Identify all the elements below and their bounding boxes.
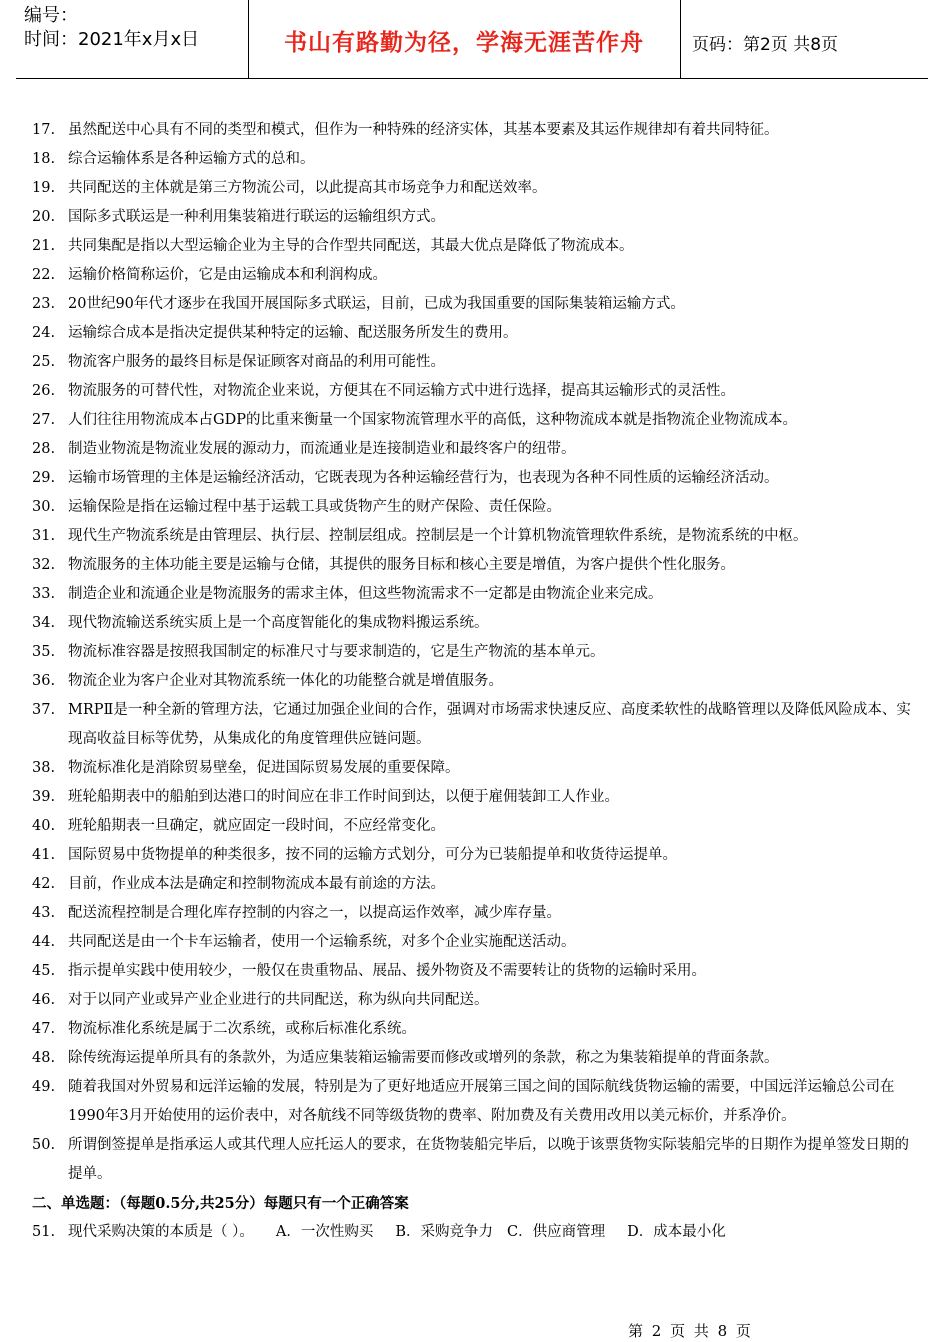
item-text: 综合运输体系是各种运输方式的总和。 <box>68 151 315 167</box>
list-item <box>32 493 922 522</box>
item-text: 运输保险是指在运输过程中基于运载工具或货物产生的财产保险、责任保险。 <box>68 499 561 515</box>
item-text: 物流标准化是消除贸易壁垒，促进国际贸易发展的重要保障。 <box>68 760 460 776</box>
item-text: 现代生产物流系统是由管理层、执行层、控制层组成。控制层是一个计算机物流管理软件系统，是物流系统的中枢。 <box>68 528 808 544</box>
item-number: 36. <box>32 673 56 689</box>
question-51 <box>32 1218 922 1247</box>
item-number: 26. <box>32 383 56 399</box>
item-text: 共同配送是由一个卡车运输者，使用一个运输系统，对多个企业实施配送活动。 <box>68 934 576 950</box>
list-item <box>32 290 922 319</box>
item-number: 31. <box>32 528 56 544</box>
item-number: 49. <box>32 1079 56 1095</box>
item-number: 50. <box>32 1137 56 1153</box>
list-item <box>32 1073 922 1131</box>
list-item <box>32 464 922 493</box>
item-number: 17. <box>32 122 56 138</box>
item-number: 20. <box>32 209 56 225</box>
item-number: 44. <box>32 934 56 950</box>
item-text: 物流标准容器是按照我国制定的标准尺寸与要求制造的，它是生产物流的基本单元。 <box>68 644 605 660</box>
item-text: 物流企业为客户企业对其物流系统一体化的功能整合就是增值服务。 <box>68 673 503 689</box>
item-number: 23. <box>32 296 56 312</box>
item-text: 班轮船期表一旦确定，就应固定一段时间，不应经常变化。 <box>68 818 445 834</box>
item-text: 运输市场管理的主体是运输经济活动，它既表现为各种运输经营行为，也表现为各种不同性质的运输经济活动。 <box>68 470 779 486</box>
item-number: 27. <box>32 412 56 428</box>
item-number: 24. <box>32 325 56 341</box>
list-item <box>32 783 922 812</box>
item-number: 18. <box>32 151 56 167</box>
list-item <box>32 899 922 928</box>
list-item <box>32 1131 922 1189</box>
item-text: 所谓倒签提单是指承运人或其代理人应托运人的要求，在货物装船完毕后，以晚于该票货物实际装船完毕的日期作为提单签发日期的提单。 <box>68 1137 909 1182</box>
item-number: 35. <box>32 644 56 660</box>
item-number: 30. <box>32 499 56 515</box>
item-text: 虽然配送中心具有不同的类型和模式，但作为一种特殊的经济实体，其基本要素及其运作规律却有着共同特征。 <box>68 122 779 138</box>
page-header <box>16 0 928 79</box>
option-a: A．一次性购买 <box>275 1224 374 1240</box>
item-number: 46. <box>32 992 56 1008</box>
list-item <box>32 957 922 986</box>
list-item <box>32 1044 922 1073</box>
item-number: 32. <box>32 557 56 573</box>
item-text: 目前，作业成本法是确定和控制物流成本最有前途的方法。 <box>68 876 445 892</box>
list-item <box>32 986 922 1015</box>
item-number: 33. <box>32 586 56 602</box>
item-text: 物流服务的可替代性，对物流企业来说，方便其在不同运输方式中进行选择，提高其运输形式的灵活性。 <box>68 383 735 399</box>
option-d: D．成本最小化 <box>627 1224 726 1240</box>
item-text: 物流服务的主体功能主要是运输与仓储，其提供的服务目标和核心主要是增值，为客户提供个性化服务。 <box>68 557 735 573</box>
item-text: 配送流程控制是合理化库存控制的内容之一，以提高运作效率，减少库存量。 <box>68 905 561 921</box>
question-content <box>32 116 922 1247</box>
list-item <box>32 1015 922 1044</box>
list-item <box>32 116 922 145</box>
list-item <box>32 754 922 783</box>
item-number: 48. <box>32 1050 56 1066</box>
item-text: 国际多式联运是一种利用集装箱进行联运的运输组织方式。 <box>68 209 445 225</box>
item-text: 指示提单实践中使用较少，一般仅在贵重物品、展品、援外物资及不需要转让的货物的运输时采用。 <box>68 963 706 979</box>
list-item <box>32 348 922 377</box>
list-item <box>32 696 922 754</box>
item-text: 班轮船期表中的船舶到达港口的时间应在非工作时间到达，以便于雇佣装卸工人作业。 <box>68 789 619 805</box>
item-text: 制造业物流是物流业发展的源动力，而流通业是连接制造业和最终客户的纽带。 <box>68 441 576 457</box>
list-item <box>32 609 922 638</box>
item-text: 运输综合成本是指决定提供某种特定的运输、配送服务所发生的费用。 <box>68 325 518 341</box>
item-text: 人们往往用物流成本占GDP的比重来衡量一个国家物流管理水平的高低，这种物流成本就是指物流企业物流成本。 <box>68 412 797 428</box>
list-item <box>32 522 922 551</box>
list-item <box>32 580 922 609</box>
item-text: 物流客户服务的最终目标是保证顾客对商品的利用可能性。 <box>68 354 445 370</box>
page-footer: 第 2 页 共 8 页 <box>628 1322 751 1340</box>
header-motto: 书山有路勤为径，学海无涯苦作舟 <box>284 30 644 56</box>
item-number: 25. <box>32 354 56 370</box>
item-number: 29. <box>32 470 56 486</box>
item-number: 38. <box>32 760 56 776</box>
item-text: 运输价格简称运价，它是由运输成本和利润构成。 <box>68 267 387 283</box>
question-number: 51. <box>32 1224 56 1240</box>
item-number: 40. <box>32 818 56 834</box>
item-number: 37. <box>32 702 56 718</box>
list-item <box>32 667 922 696</box>
code-label: 编号： <box>24 5 78 26</box>
list-item <box>32 261 922 290</box>
list-item <box>32 638 922 667</box>
item-number: 34. <box>32 615 56 631</box>
section-title: 二、单选题：（每题0.5分,共25分）每题只有一个正确答案 <box>32 1195 409 1212</box>
item-number: 19. <box>32 180 56 196</box>
list-item <box>32 232 922 261</box>
item-number: 21. <box>32 238 56 254</box>
item-text: 现代物流输送系统实质上是一个高度智能化的集成物料搬运系统。 <box>68 615 489 631</box>
list-item <box>32 551 922 580</box>
item-text: 20世纪90年代才逐步在我国开展国际多式联运，目前，已成为我国重要的国际集装箱运输方式。 <box>68 296 685 312</box>
item-number: 28. <box>32 441 56 457</box>
list-item <box>32 841 922 870</box>
list-item <box>32 319 922 348</box>
time-label: 时间：2021年x月x日 <box>24 29 200 50</box>
list-item <box>32 203 922 232</box>
list-item <box>32 870 922 899</box>
item-text: 国际贸易中货物提单的种类很多，按不同的运输方式划分，可分为已装船提单和收货待运提单。 <box>68 847 677 863</box>
option-b: B．采购竞争力 <box>395 1224 493 1240</box>
item-text: MRPⅡ是一种全新的管理方法，它通过加强企业间的合作，强调对市场需求快速反应、高度柔软性的战略管理以及降低风险成本、实现高收益目标等优势，从集成化的角度管理供应链问题。 <box>68 702 911 747</box>
header-page-info: 页码：第2页 共8页 <box>692 35 839 55</box>
item-text: 除传统海运提单所具有的条款外，为适应集装箱运输需要而修改或增列的条款，称之为集装箱提单的背面条款。 <box>68 1050 779 1066</box>
list-item <box>32 928 922 957</box>
item-text: 物流标准化系统是属于二次系统，或称后标准化系统。 <box>68 1021 416 1037</box>
item-number: 43. <box>32 905 56 921</box>
item-number: 22. <box>32 267 56 283</box>
item-number: 47. <box>32 1021 56 1037</box>
item-number: 41. <box>32 847 56 863</box>
list-item <box>32 435 922 464</box>
list-item <box>32 812 922 841</box>
item-text: 随着我国对外贸易和远洋运输的发展，特别是为了更好地适应开展第三国之间的国际航线货物运输的需要，中国远洋运输总公司在1990年3月开始使用的运价表中，对各航线不同等级货物的费率、附加费及有关费用改用以美元标价，并系净价。 <box>68 1079 895 1124</box>
header-meta <box>24 4 252 52</box>
list-item <box>32 174 922 203</box>
item-text: 对于以同产业或异产业企业进行的共同配送，称为纵向共同配送。 <box>68 992 489 1008</box>
item-text: 共同配送的主体就是第三方物流公司，以此提高其市场竞争力和配送效率。 <box>68 180 547 196</box>
question-stem: 现代采购决策的本质是（ ）。 <box>68 1224 254 1240</box>
option-c: C．供应商管理 <box>507 1224 606 1240</box>
list-item <box>32 145 922 174</box>
item-number: 39. <box>32 789 56 805</box>
list-item <box>32 406 922 435</box>
item-number: 45. <box>32 963 56 979</box>
header-divider-right <box>680 0 681 78</box>
item-number: 42. <box>32 876 56 892</box>
item-text: 制造企业和流通企业是物流服务的需求主体，但这些物流需求不一定都是由物流企业来完成。 <box>68 586 663 602</box>
list-item <box>32 377 922 406</box>
item-text: 共同集配是指以大型运输企业为主导的合作型共同配送，其最大优点是降低了物流成本。 <box>68 238 634 254</box>
true-false-list <box>32 116 922 1189</box>
